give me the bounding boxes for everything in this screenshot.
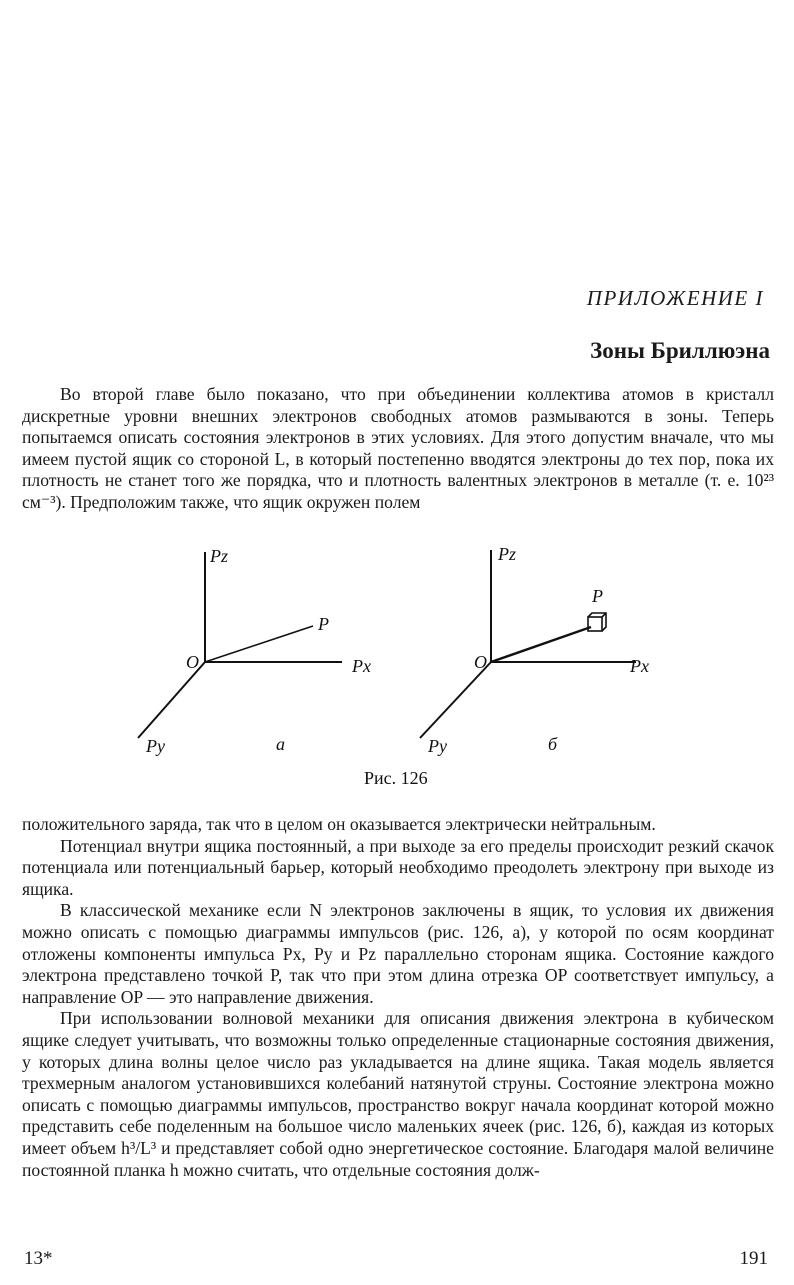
paragraph: При использовании волновой механики для описания движения электрона в кубическом ящике следует учитывать, что возможны только определенные стационарные состояния движения, у которых длина волны целое число раз укладывается на длине ящика. Такая модель является трехмерным аналогом установившихся колебаний натянутой струны. Состояние электрона можно описать с помощью диаграммы импульсов, пространство вокруг начала координат которой можно представить себе поделенным на большое число маленьких ячеек (рис. 126, б), каждая из которых имеет объем h³/L³ и представляет собой одно энергетическое состояние. Благодаря малой величине постоянной планка h можно считать, что отдельные состояния долж-	[22, 1008, 774, 1180]
paragraph: положительного заряда, так что в целом он оказывается электрически нейтральным.	[22, 814, 656, 834]
text-block-after-figure	[22, 814, 774, 1181]
label-origin: O	[186, 652, 199, 672]
paragraph: В классической механике если N электронов заключены в ящик, то условия их движения можно описать с помощью диаграммы импульсов (рис. 126, а), у которой по осям координат отложены компоненты импульса Px, Py и Pz параллельно сторонам ящика. Состояние каждого электрона представлено точкой P, так что при этом длина отрезка OP соответствует импульсу, а направление OP — это направление движения.	[22, 900, 774, 1007]
axis-y	[420, 662, 491, 738]
label-pz: Pz	[210, 546, 228, 566]
figure-126	[0, 538, 794, 798]
diagram-b	[420, 544, 649, 756]
sublabel-b: б	[548, 734, 558, 754]
appendix-heading: ПРИЛОЖЕНИЕ I	[586, 286, 764, 310]
axis-y	[138, 662, 205, 738]
signature-mark: 13*	[24, 1248, 53, 1269]
label-py: Py	[146, 736, 165, 756]
figure-caption: Рис. 126	[364, 768, 428, 788]
paragraph: Потенциал внутри ящика постоянный, а при выходе за его пределы происходит резкий скачок потенциала или потенциальный барьер, который необходимо преодолеть электрону при выходе из ящика.	[22, 835, 774, 899]
label-px: Px	[630, 656, 649, 676]
sublabel-a: а	[276, 734, 285, 754]
label-py: Py	[428, 736, 447, 756]
vector-op	[491, 627, 591, 662]
vector-op	[205, 626, 313, 662]
page-number: 191	[739, 1248, 768, 1269]
label-pz: Pz	[498, 544, 516, 564]
page-title: Зоны Бриллюэна	[590, 338, 770, 363]
momentum-diagrams	[0, 538, 794, 798]
label-point-p: P	[318, 614, 329, 634]
label-origin: O	[474, 652, 487, 672]
text-block-before-figure	[22, 384, 774, 514]
label-px: Px	[352, 656, 371, 676]
diagram-a	[138, 546, 371, 756]
paragraph: Во второй главе было показано, что при объединении коллектива атомов в кристалл дискретные уровни внешних электронов свободных атомов размываются в зоны. Теперь попытаемся описать состояния электронов в этих условиях. Для этого допустим вначале, что мы имеем пустой ящик со стороной L, в который постепенно вводятся электроны до тех пор, пока их плотность не станет того же порядка, что и плотность валентных электронов в металле (т. е. 10²³ см⁻³). Предположим также, что ящик окружен полем	[22, 384, 774, 512]
label-point-p: P	[592, 586, 603, 606]
